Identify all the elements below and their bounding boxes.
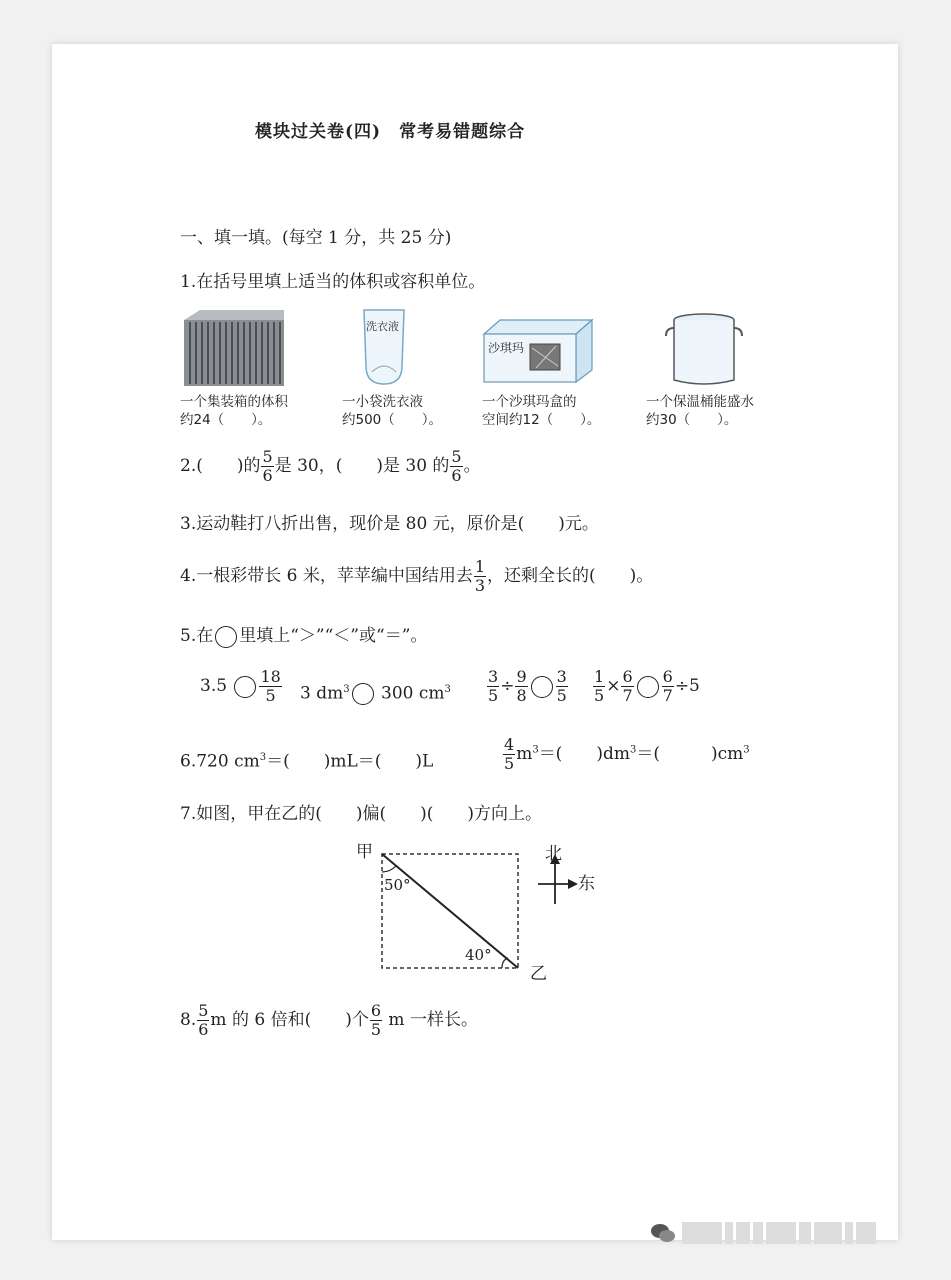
question-6a: 6.720 $cm^3=$( )mL＝( )L [180,751,434,772]
fraction: $\frac{1}{3}$ [474,557,486,595]
angle-50: 50° [384,876,411,894]
container-image [180,306,290,388]
compare-circle-icon [215,626,237,648]
question-8: 8. $\frac{5}{6}$ m 的 6 倍和( )个 $\frac{6}{5}$ m 一样长。 [180,1001,478,1039]
caption-sachima: 一个沙琪玛盒的 空间约12（ ）。 [482,394,601,428]
compare-expression-1: 3.5 $\frac{18}{5}$ [200,667,281,705]
page-title: 模块过关卷(四) 常考易错题综合 [255,122,526,142]
insulated-bucket-image [664,310,744,388]
question-6b: $\frac{4}{5}$ $m^3=$( )$dm^3=$( )$cm^3$ [504,735,750,773]
watermark [650,1222,876,1244]
exam-paper [52,44,898,1240]
angle-40: 40° [465,946,492,964]
section-heading: 一、填一填。(每空 1 分，共 25 分) [180,228,452,248]
compare-circle-icon [637,676,659,698]
label-yi: 乙 [530,964,547,984]
caption-detergent: 一小袋洗衣液 约500（ ）。 [342,394,443,428]
compare-expression-2: 3 $dm^3$ 300 $cm^3$ [300,683,451,704]
question-7: 7.如图，甲在乙的( )偏( )( )方向上。 [180,804,543,824]
question-1: 1.在括号里填上适当的体积或容积单位。 [180,272,486,292]
question-4: 4.一根彩带长 6 米，苹苹编中国结用去 $\frac{1}{3}$ ，还剩全长的( )。 [180,557,654,595]
label-east: 东 [578,874,595,894]
label-north: 北 [545,844,562,864]
compare-expression-4: $\frac{1}{5}$ × $\frac{6}{7}$ $\frac{6}{7}$ ÷5 [594,667,700,705]
label-jia: 甲 [356,842,373,862]
question-5: 5.在 里填上“＞”“＜”或“＝”。 [180,626,428,646]
compare-circle-icon [352,683,374,705]
wechat-icon [650,1222,676,1244]
blurred-watermark-text [682,1222,876,1244]
compare-circle-icon [531,676,553,698]
caption-container: 一个集装箱的体积 约24（ ）。 [180,394,288,428]
compare-circle-icon [234,676,256,698]
question-2: 2.( )的 $\frac{5}{6}$ 是 30，( )是 30 的 $\frac{5}{6}$ 。 [180,447,481,485]
caption-bucket: 一个保温桶能盛水 约30（ ）。 [646,394,754,428]
sachima-label: 沙琪玛 [488,341,525,355]
fraction: $\frac{5}{6}$ [262,447,273,485]
detergent-label: 洗衣液 [366,320,399,333]
question-3: 3.运动鞋打八折出售，现价是 80 元，原价是( )元。 [180,514,599,534]
compare-expression-3: $\frac{3}{5}$ ÷ $\frac{9}{8}$ $\frac{3}{5}$ [488,667,567,705]
fraction: $\frac{5}{6}$ [451,447,462,485]
